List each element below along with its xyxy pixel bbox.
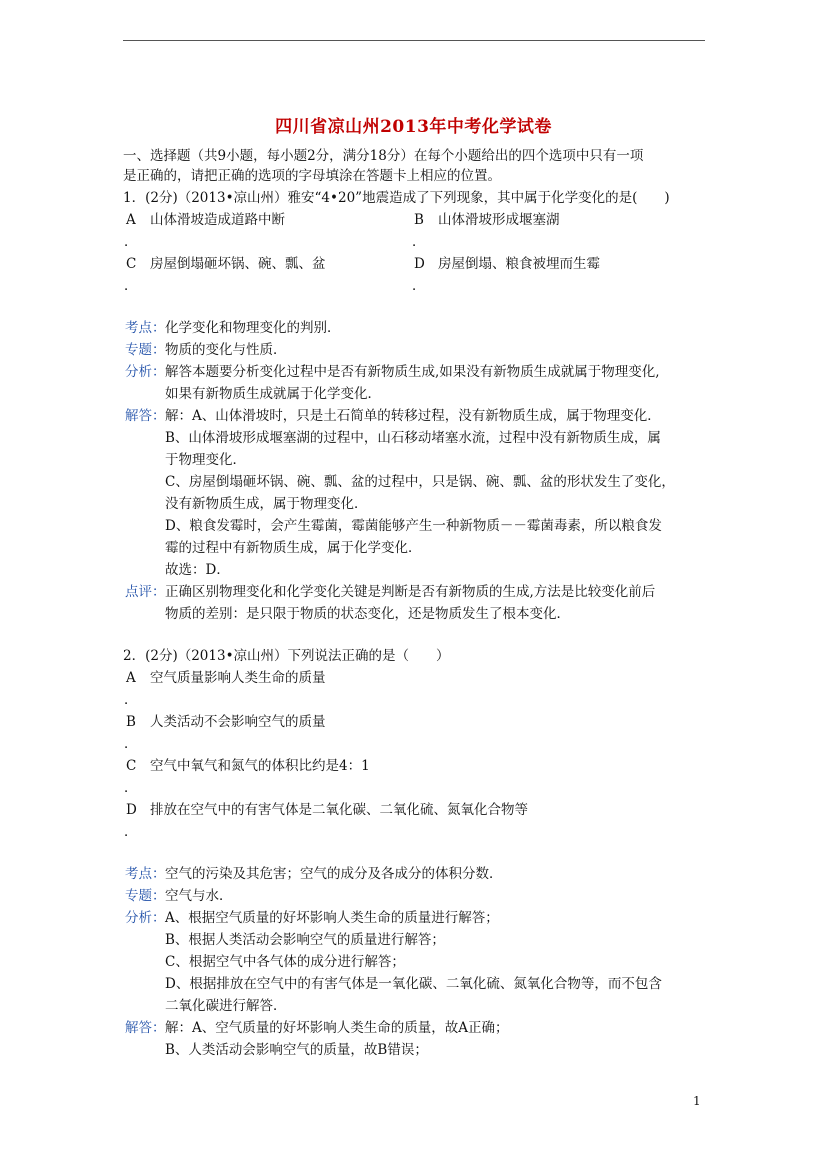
q1-jieda-line-5: 没有新物质生成，属于物理变化．	[165, 496, 368, 512]
q1-option-c-dot: ．	[124, 278, 138, 294]
q1-jieda-label: 解答：	[125, 408, 166, 424]
q2-fenxi-line-4: D、根据排放在空气中的有害气体是一氧化碳、二氧化硫、氮氧化合物等，而不包含	[165, 976, 662, 992]
q1-option-d-letter: D	[414, 256, 425, 272]
page-title: 四川省凉山州2013年中考化学试卷	[275, 117, 552, 137]
q1-option-b-text: 山体滑坡形成堰塞湖	[438, 212, 560, 228]
q1-dianping-line-2: 物质的差别：是只限于物质的状态变化，还是物质发生了根本变化．	[165, 606, 570, 622]
q2-option-d-letter: D	[126, 802, 137, 818]
q1-jieda-line-3: 于物理变化．	[165, 452, 246, 468]
q1-option-d-text: 房屋倒塌、粮食被埋而生霉	[438, 256, 600, 272]
q1-option-d-dot: ．	[412, 278, 426, 294]
q2-kaodian-label: 考点：	[125, 866, 166, 882]
q1-option-a-letter: A	[126, 212, 136, 228]
header-rule	[123, 40, 705, 41]
q2-option-c-dot: ．	[124, 780, 138, 796]
q2-zhuanti-text: 空气与水．	[165, 888, 233, 904]
q1-option-c-letter: C	[126, 256, 137, 272]
q1-jieda-line-8: 故选：D．	[165, 562, 230, 578]
q2-option-d-dot: ．	[124, 824, 138, 840]
q1-jieda-line-4: C、房屋倒塌砸坏锅、碗、瓢、盆的过程中，只是锅、碗、瓢、盆的形状发生了变化，	[165, 474, 675, 490]
q1-zhuanti-label: 专题：	[125, 342, 166, 358]
q1-kaodian-label: 考点：	[125, 320, 166, 336]
q2-zhuanti-label: 专题：	[125, 888, 166, 904]
q2-option-b-dot: ．	[124, 736, 138, 752]
q1-stem: 1．(2分)（2013•凉山州）雅安“4•20”地震造成了下列现象，其中属于化学变化的是( )	[123, 190, 670, 206]
q1-option-c-text: 房屋倒塌砸坏锅、碗、瓢、盆	[150, 256, 326, 272]
q1-jieda-line-7: 霉的过程中有新物质生成，属于化学变化．	[165, 540, 422, 556]
q2-option-a-dot: ．	[124, 692, 138, 708]
q2-fenxi-line-2: B、根据人类活动会影响空气的质量进行解答；	[165, 932, 445, 948]
q1-jieda-line-2: B、山体滑坡形成堰塞湖的过程中，山石移动堵塞水流，过程中没有新物质生成，属	[165, 430, 661, 446]
q2-fenxi-line-3: C、根据空气中各气体的成分进行解答；	[165, 954, 405, 970]
q2-option-b-text: 人类活动不会影响空气的质量	[150, 714, 326, 730]
q1-dianping-line-1: 正确区别物理变化和化学变化关键是判断是否有新物质的生成,方法是比较变化前后	[165, 584, 656, 600]
q2-jieda-label: 解答：	[125, 1020, 166, 1036]
section-intro-line-1: 一、选择题（共9小题，每小题2分，满分18分）在每个小题给出的四个选项中只有一项	[123, 148, 644, 164]
q1-jieda-line-6: D、粮食发霉时，会产生霉菌，霉菌能够产生一种新物质－－霉菌毒素，所以粮食发	[165, 518, 662, 534]
q2-fenxi-line-5: 二氧化碳进行解答．	[165, 998, 287, 1014]
q2-kaodian-text: 空气的污染及其危害；空气的成分及各成分的体积分数．	[165, 866, 503, 882]
q2-option-a-letter: A	[126, 670, 136, 686]
q2-option-a-text: 空气质量影响人类生命的质量	[150, 670, 326, 686]
page-number: 1	[693, 1094, 701, 1108]
q2-jieda-line-1: 解：A、空气质量的好坏影响人类生命的质量，故A正确；	[165, 1020, 509, 1036]
q1-option-b-letter: B	[414, 212, 424, 228]
section-intro-line-2: 是正确的，请把正确的选项的字母填涂在答题卡上相应的位置。	[123, 168, 501, 184]
q2-option-d-text: 排放在空气中的有害气体是二氧化碳、二氧化硫、氮氧化合物等	[150, 802, 528, 818]
q1-option-b-dot: ．	[412, 234, 426, 250]
q1-dianping-label: 点评：	[125, 584, 166, 600]
q2-fenxi-line-1: A、根据空气质量的好坏影响人类生命的质量进行解答；	[165, 910, 499, 926]
q1-option-a-dot: ．	[124, 234, 138, 250]
q1-option-a-text: 山体滑坡造成道路中断	[150, 212, 285, 228]
q1-fenxi-line-1: 解答本题要分析变化过程中是否有新物质生成,如果没有新物质生成就属于物理变化,	[165, 364, 660, 380]
q2-jieda-line-2: B、人类活动会影响空气的质量，故B错误；	[165, 1042, 428, 1058]
q2-option-c-text: 空气中氧气和氮气的体积比约是4：1	[150, 758, 370, 774]
q2-stem: 2．(2分)（2013•凉山州）下列说法正确的是（ ）	[123, 648, 450, 664]
q2-option-b-letter: B	[126, 714, 136, 730]
q2-fenxi-label: 分析：	[125, 910, 166, 926]
q2-option-c-letter: C	[126, 758, 137, 774]
q1-fenxi-label: 分析：	[125, 364, 166, 380]
q1-kaodian-text: 化学变化和物理变化的判别．	[165, 320, 341, 336]
q1-jieda-line-1: 解：A、山体滑坡时，只是土石简单的转移过程，没有新物质生成，属于物理变化．	[165, 408, 661, 424]
q1-zhuanti-text: 物质的变化与性质．	[165, 342, 287, 358]
q1-fenxi-line-2: 如果有新物质生成就属于化学变化．	[165, 386, 381, 402]
